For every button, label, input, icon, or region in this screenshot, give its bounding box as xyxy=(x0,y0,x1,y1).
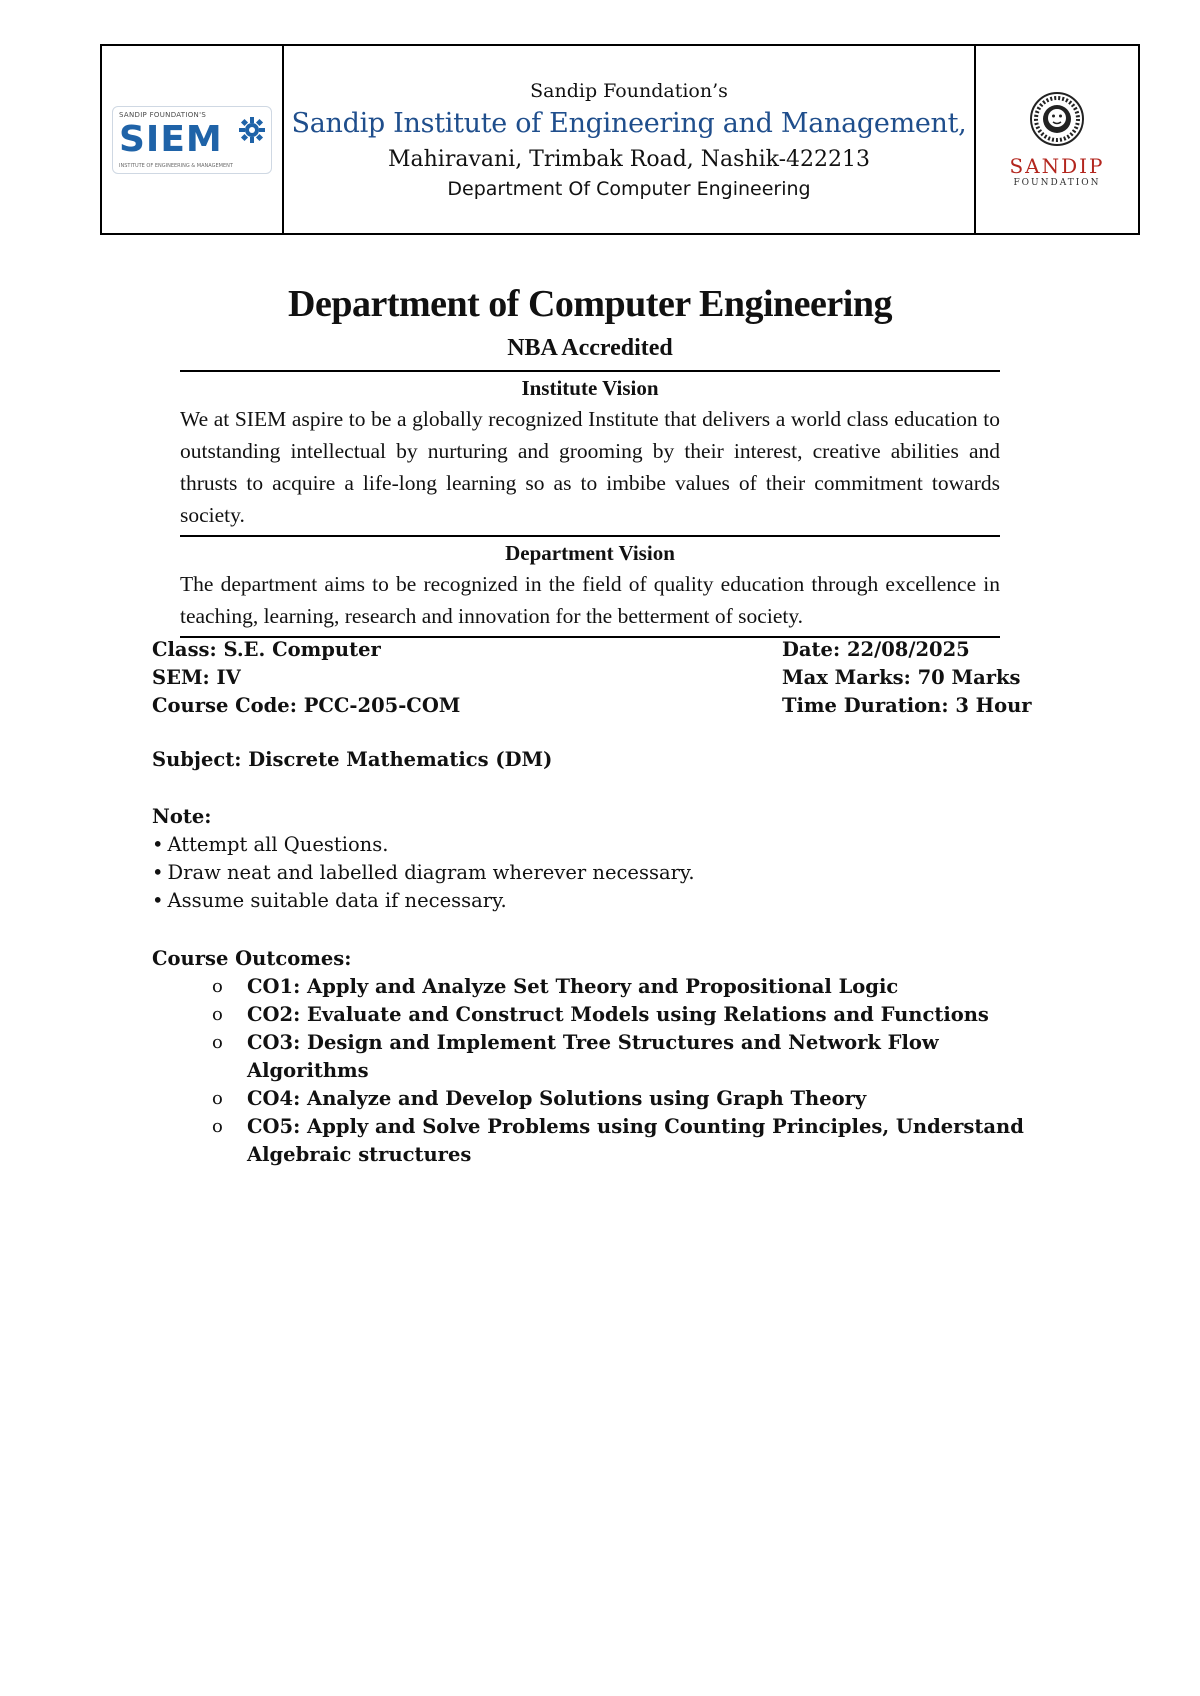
sandip-logo-word: SANDIP xyxy=(1009,154,1105,178)
lion-emblem-icon xyxy=(1029,91,1085,152)
siem-logo xyxy=(112,106,272,174)
note-item: • Assume suitable data if necessary. xyxy=(152,887,695,915)
divider xyxy=(180,535,1000,537)
course-code-label: Course Code: PCC-205-COM xyxy=(152,694,461,717)
duration-label: Time Duration: 3 Hour xyxy=(782,694,1032,717)
exam-info xyxy=(152,636,1032,720)
course-outcome-text: CO3: Design and Implement Tree Structures and Network Flow Algorithms xyxy=(247,1031,939,1082)
siem-logo-bottom-text: INSTITUTE OF ENGINEERING & MANAGEMENT xyxy=(119,162,233,169)
list-item xyxy=(212,973,1052,1001)
siem-logo-word: SIEM xyxy=(119,118,223,160)
course-outcomes-section xyxy=(152,945,1052,1169)
circle-bullet-icon: o xyxy=(212,1032,223,1053)
circle-bullet-icon: o xyxy=(212,976,223,997)
course-outcome-text: CO5: Apply and Solve Problems using Counting Principles, Understand Algebraic structures xyxy=(247,1115,1024,1166)
institute-name: Sandip Institute of Engineering and Management, xyxy=(291,107,967,139)
vision-section xyxy=(180,370,1000,638)
date-label: Date: 22/08/2025 xyxy=(782,638,970,661)
divider xyxy=(180,370,1000,372)
course-outcome-text: CO1: Apply and Analyze Set Theory and Propositional Logic xyxy=(247,975,899,998)
department-vision-text: The department aims to be recognized in the field of quality education through excellence in teaching, learning, research and innovation for the betterment of society. xyxy=(180,572,1000,628)
siem-logo-cell xyxy=(102,46,284,233)
course-outcome-text: CO2: Evaluate and Construct Models using Relations and Functions xyxy=(247,1003,989,1026)
list-item xyxy=(212,1001,1052,1029)
circle-bullet-icon: o xyxy=(212,1004,223,1025)
circle-bullet-icon: o xyxy=(212,1088,223,1109)
max-marks-label: Max Marks: 70 Marks xyxy=(782,666,1021,689)
info-row xyxy=(152,636,1032,664)
institute-address: Mahiravani, Trimbak Road, Nashik-422213 xyxy=(387,146,871,172)
course-outcomes-list xyxy=(152,973,1052,1169)
note-section xyxy=(152,803,695,915)
institute-vision-heading: Institute Vision xyxy=(521,376,659,400)
foundation-line: Sandip Foundation’s xyxy=(530,79,728,102)
sem-label: SEM: IV xyxy=(152,666,241,689)
list-item xyxy=(212,1029,1052,1085)
class-label: Class: S.E. Computer xyxy=(152,638,381,661)
gear-icon xyxy=(237,115,267,150)
department-line: Department Of Computer Engineering xyxy=(447,177,811,200)
course-outcome-text: CO4: Analyze and Develop Solutions using Graph Theory xyxy=(247,1087,867,1110)
note-title: Note: xyxy=(152,805,212,828)
accreditation-line: NBA Accredited xyxy=(507,335,673,361)
siem-logo-top-text: SANDIP FOUNDATION'S xyxy=(119,110,207,119)
institute-vision-text: We at SIEM aspire to be a globally recognized Institute that delivers a world class education to outstanding intellectual by nurturing and grooming by their interest, creative abilities and thrusts to acquire a life-long learning so as to imbibe values of their commitment towards society. xyxy=(180,407,1000,527)
institute-header xyxy=(100,44,1140,235)
subject-label: Subject: Discrete Mathematics (DM) xyxy=(152,748,553,771)
list-item xyxy=(212,1085,1052,1113)
note-item: • Draw neat and labelled diagram wherever necessary. xyxy=(152,859,695,887)
department-vision-heading: Department Vision xyxy=(505,541,675,565)
sandip-logo-cell xyxy=(974,46,1138,233)
course-outcomes-title: Course Outcomes: xyxy=(152,947,352,970)
info-row xyxy=(152,664,1032,692)
department-title: Department of Computer Engineering xyxy=(288,283,892,325)
institute-info xyxy=(284,46,974,233)
circle-bullet-icon: o xyxy=(212,1116,223,1137)
sandip-logo-sub: FOUNDATION xyxy=(1013,178,1101,188)
note-item: • Attempt all Questions. xyxy=(152,831,695,859)
info-row xyxy=(152,692,1032,720)
list-item xyxy=(212,1113,1052,1169)
